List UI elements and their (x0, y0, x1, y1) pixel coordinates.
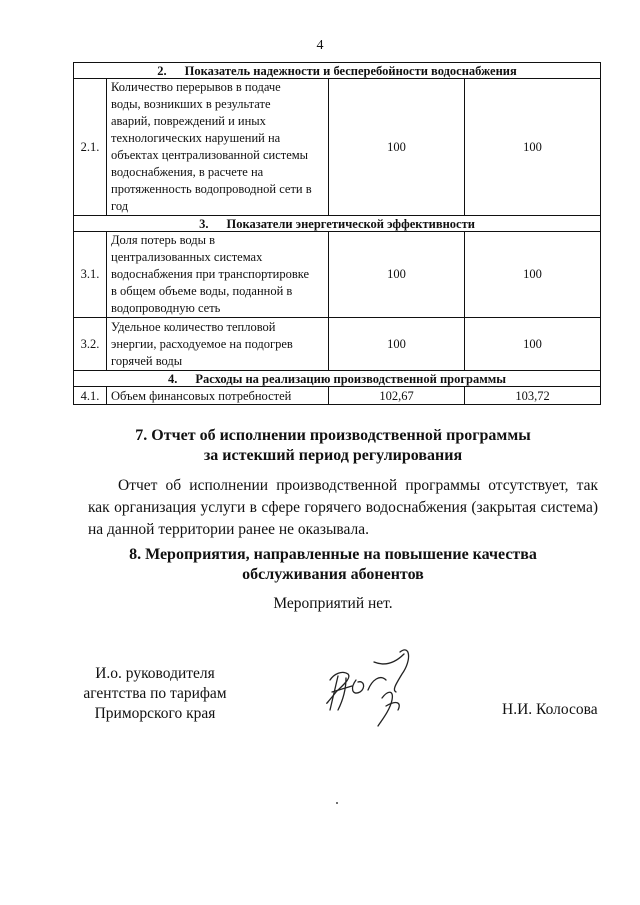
handwritten-signature (312, 640, 422, 730)
description-line: год (111, 199, 129, 213)
value-cell: 103,72 (465, 387, 601, 405)
position-line: И.о. руководителя (95, 665, 215, 682)
scan-speck (336, 802, 338, 804)
description-line: Доля потерь воды в (111, 233, 216, 247)
table-section-header (74, 371, 601, 387)
description-line: горячей воды (111, 353, 183, 368)
table-row (74, 318, 601, 371)
section-number: 4. (167, 371, 178, 386)
description-line: воды, возникших в результате (111, 97, 271, 111)
heading-line: 8. Мероприятия, направленные на повышение качества (129, 546, 537, 563)
heading-line: 7. Отчет об исполнении производственной программы (135, 427, 531, 444)
value-cell: 100 (329, 232, 465, 318)
table-row (74, 387, 601, 405)
signer-name: Н.И. Колосова (502, 701, 598, 718)
description-line: технологических нарушений на (111, 131, 281, 145)
heading-line: за истекший период регулирования (203, 447, 463, 464)
section-8-heading (0, 545, 640, 585)
table-row (74, 232, 601, 318)
section-title: Показатель надежности и бесперебойности водоснабжения (184, 63, 517, 78)
description-line: в общем объеме воды, поданной в (111, 284, 293, 298)
row-description (107, 232, 329, 318)
description-line: протяженность водопроводной сети в (111, 182, 312, 196)
row-number: 4.1. (74, 387, 107, 405)
section-title: Расходы на реализацию производственной программы (195, 371, 507, 386)
value-cell: 100 (465, 79, 601, 216)
table-section-header (74, 63, 601, 79)
description-line: водоснабжения при транспортировке (111, 267, 310, 281)
section-number: 2. (157, 63, 167, 78)
page-number: 4 (316, 38, 324, 53)
section-number: 3. (199, 216, 209, 231)
indicators-table (73, 62, 601, 405)
description-line: объектах централизованной системы (111, 148, 309, 162)
section-8-text: Мероприятий нет. (273, 595, 393, 612)
row-description (107, 387, 329, 405)
row-number: 3.1. (74, 232, 107, 318)
position-line: Приморского края (94, 705, 216, 722)
signatory-position (70, 664, 240, 724)
section-7-heading (0, 426, 640, 466)
value-cell: 100 (465, 232, 601, 318)
description-line: энергии, расходуемое на подогрев (111, 336, 293, 351)
row-number: 2.1. (74, 79, 107, 216)
row-description (107, 79, 329, 216)
description-line: водопроводную сеть (111, 301, 221, 315)
value-cell: 100 (329, 79, 465, 216)
value-cell: 102,67 (329, 387, 465, 405)
description-line: аварий, повреждений и иных (111, 114, 266, 128)
section-title: Показатели энергетической эффективности (226, 216, 475, 231)
heading-line: обслуживания абонентов (242, 566, 424, 583)
description-line: централизованных системах (111, 250, 263, 264)
section-7-text: Отчет об исполнении производственной программы отсутствует, так как организация услуги в сфере горячего водоснабжения (закрытая система) на данной территории ранее не оказывала. (88, 477, 598, 538)
table-section-header (74, 216, 601, 232)
row-description (107, 318, 329, 371)
position-line: агентства по тарифам (83, 685, 227, 702)
description-line: водоснабжения, в расчете на (111, 165, 264, 179)
value-cell: 100 (329, 318, 465, 371)
row-number: 3.2. (74, 318, 107, 371)
description-line: Удельное количество тепловой (111, 319, 276, 334)
table-row (74, 79, 601, 216)
description-line: Количество перерывов в подаче (111, 80, 281, 94)
description-line: Объем финансовых потребностей (111, 388, 292, 403)
value-cell: 100 (465, 318, 601, 371)
